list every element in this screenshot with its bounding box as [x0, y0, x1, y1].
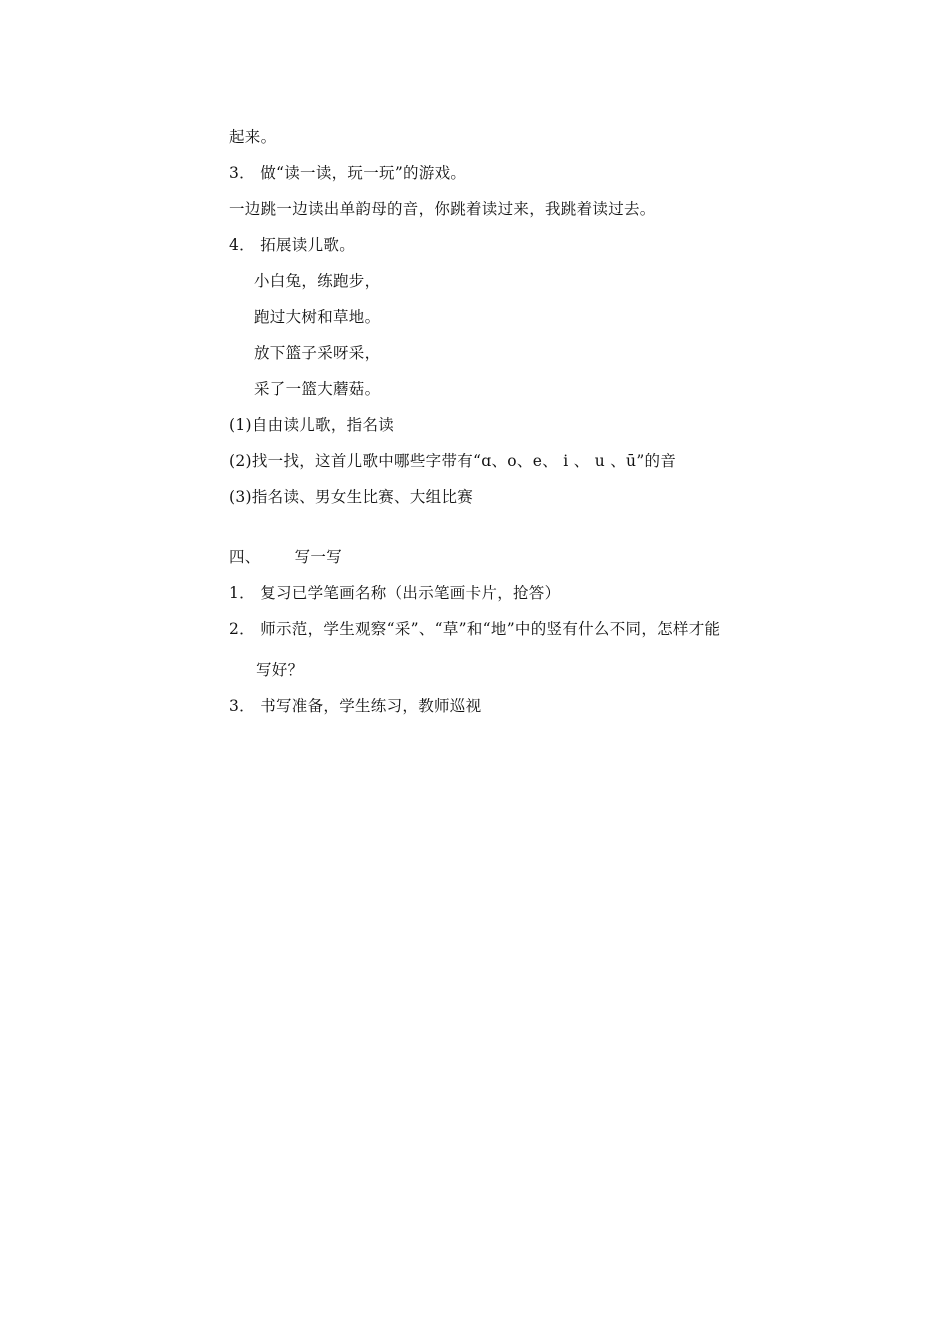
poem-line-1: 小白兔，练跑步， — [254, 272, 381, 290]
poem-line-2: 跑过大树和草地。 — [254, 308, 381, 326]
write-step-3: 3． 书写准备，学生练习，教师巡视 — [229, 697, 482, 715]
poem-line-3: 放下篮子采呀采， — [254, 344, 381, 362]
section-4-heading — [229, 547, 342, 567]
write-step-2-continuation: 写好？ — [256, 661, 304, 679]
write-step-1: 1． 复习已学笔画名称（出示笔画卡片，抢答） — [229, 584, 561, 602]
sub-item-1: (1)自由读儿歌，指名读 — [229, 416, 395, 434]
write-step-2: 2． 师示范，学生观察“采”、“草”和“地”中的竖有什么不同，怎样才能 — [229, 620, 721, 638]
sub-item-2: (2)找一找，这首儿歌中哪些字带有“ɑ、o、e、 i 、 u 、ū”的音 — [229, 452, 677, 470]
step-4-extended-reading: 4． 拓展读儿歌。 — [229, 236, 355, 254]
poem-line-4: 采了一篮大蘑菇。 — [254, 380, 381, 398]
game-description: 一边跳一边读出单韵母的音，你跳着读过来，我跳着读过去。 — [229, 200, 656, 218]
section-4-title: 写一写 — [294, 548, 343, 566]
section-4-number: 四、 — [229, 548, 261, 566]
paragraph-continuation: 起来。 — [229, 128, 277, 146]
sub-item-3: (3)指名读、男女生比赛、大组比赛 — [229, 488, 474, 506]
step-3-game: 3． 做“读一读，玩一玩”的游戏。 — [229, 164, 467, 182]
